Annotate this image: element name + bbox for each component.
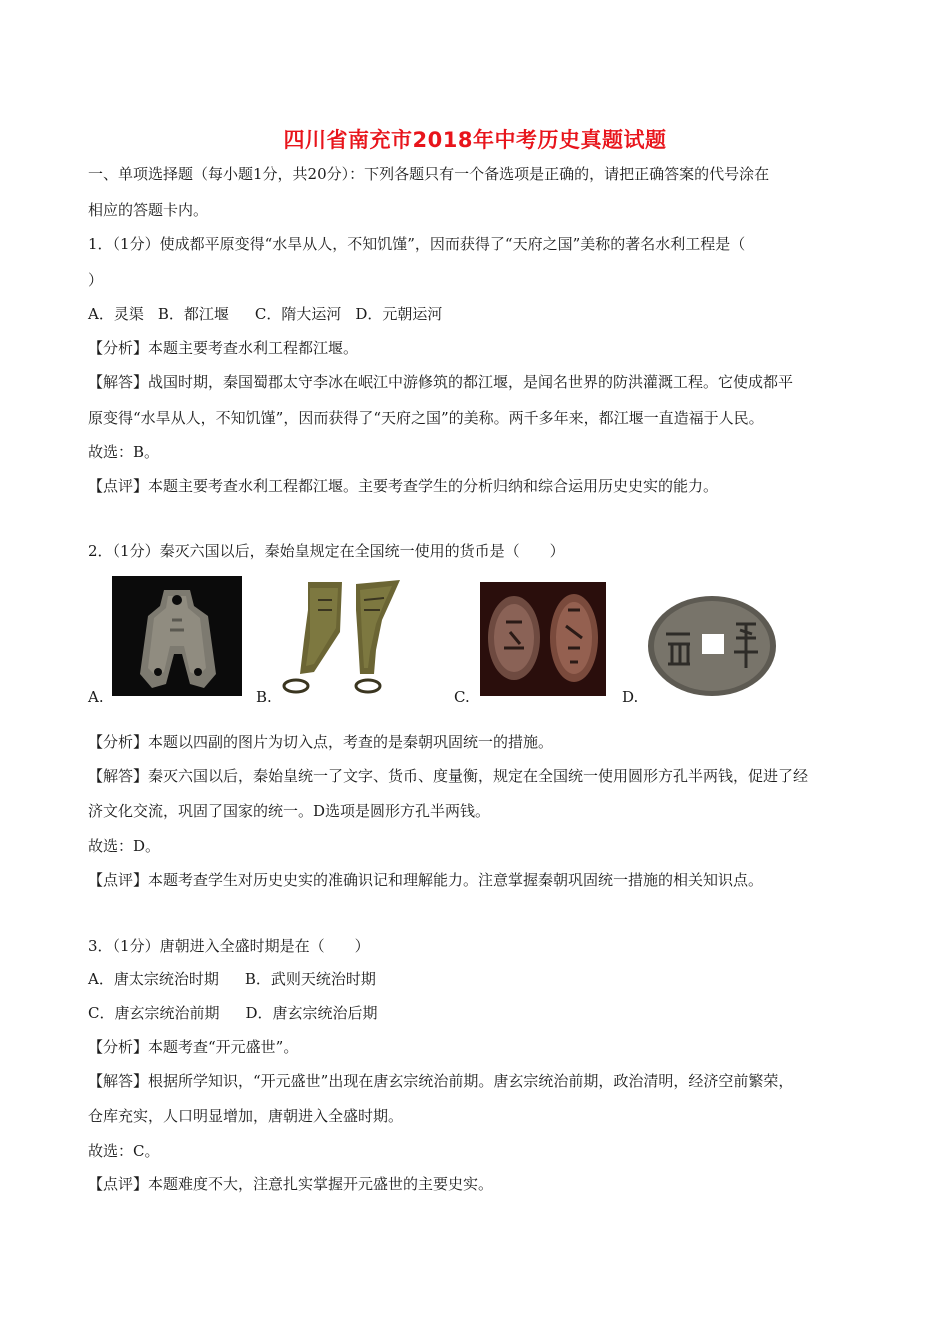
q2-analysis-text: 本题以四副的图片为切入点，考查的是秦朝巩固统一的措施。 <box>148 733 554 751</box>
q2-answer-line-1 <box>88 766 808 786</box>
ban-liang-coin-image <box>644 594 780 698</box>
q2-image-options <box>88 576 868 706</box>
q2-choose: 故选：D。 <box>88 837 161 855</box>
q1-analysis <box>88 338 358 358</box>
q2-stem: 2．（1分）秦灭六国以后，秦始皇规定在全国统一使用的货币是（ ） <box>88 542 565 560</box>
page-title: 四川省南充市2018年中考历史真题试题 <box>283 128 667 152</box>
q1-options <box>88 304 442 324</box>
q3-answer-line-2: 仓库充实，人口明显增加，唐朝进入全盛时期。 <box>88 1107 404 1125</box>
q1-option-b: B．都江堰 <box>157 305 229 323</box>
q3-analysis-tag: 【分析】 <box>88 1038 149 1056</box>
q3-options-row-1 <box>88 969 376 989</box>
q2-analysis <box>88 732 553 752</box>
q2-analysis-tag: 【分析】 <box>88 733 149 751</box>
q1-comment-text: 本题主要考查水利工程都江堰。主要考查学生的分析归纳和综合运用历史史实的能力。 <box>148 477 719 495</box>
q1-answer-line-1 <box>88 372 793 392</box>
q1-analysis-tag: 【分析】 <box>88 339 149 357</box>
q2-comment <box>88 870 763 890</box>
ant-nose-coin-image <box>480 582 606 696</box>
q2-answer-line-2: 济文化交流，巩固了国家的统一。D选项是圆形方孔半两钱。 <box>88 802 491 820</box>
q3-comment-text: 本题难度不大，注意扎实掌握开元盛世的主要史实。 <box>148 1175 494 1193</box>
q3-option-b: B．武则天统治时期 <box>244 970 376 988</box>
section-instruction-line-1: 一、单项选择题（每小题1分，共20分）：下列各题只有一个备选项是正确的，请把正确答案的代号涂在 <box>88 165 770 183</box>
q2-comment-tag: 【点评】 <box>88 871 149 889</box>
q1-analysis-text: 本题主要考查水利工程都江堰。 <box>148 339 359 357</box>
q3-option-d: D．唐玄宗统治后期 <box>245 1004 378 1022</box>
q2-label-a: A. <box>88 688 104 706</box>
q3-answer-tag: 【解答】 <box>88 1072 149 1090</box>
q1-answer-text-1: 战国时期，秦国蜀郡太守李冰在岷江中游修筑的都江堰，是闻名世界的防洪灌溉工程。它使成都平 <box>148 373 794 391</box>
q3-options-row-2 <box>88 1003 378 1023</box>
q3-stem: 3．（1分）唐朝进入全盛时期是在（ ） <box>88 937 370 955</box>
q2-answer-text-1: 秦灭六国以后，秦始皇统一了文字、货币、度量衡，规定在全国统一使用圆形方孔半两钱，促进了经 <box>148 767 809 785</box>
q2-label-b: B. <box>256 688 272 706</box>
q1-comment-tag: 【点评】 <box>88 477 149 495</box>
q1-option-c: C．隋大运河 <box>254 305 342 323</box>
q3-comment-tag: 【点评】 <box>88 1175 149 1193</box>
q3-choose: 故选：C。 <box>88 1142 160 1160</box>
q3-answer-text-1: 根据所学知识，“开元盛世”出现在唐玄宗统治前期。唐玄宗统治前期，政治清明，经济空前繁荣， <box>148 1072 794 1090</box>
q3-analysis-text: 本题考查“开元盛世”。 <box>148 1038 299 1056</box>
q3-analysis <box>88 1037 298 1057</box>
q1-stem-line-1: 1．（1分）使成都平原变得“水旱从人，不知饥馑”，因而获得了“天府之国”美称的著名水利工程是（ <box>88 235 746 253</box>
q1-option-d: D．元朝运河 <box>355 305 443 323</box>
q1-choose: 故选：B。 <box>88 443 160 461</box>
q1-answer-tag: 【解答】 <box>88 373 149 391</box>
q3-comment <box>88 1174 493 1194</box>
q1-stem-line-2: ） <box>88 271 104 289</box>
spade-coin-image <box>112 576 242 696</box>
section-instruction-line-2: 相应的答题卡内。 <box>88 201 209 219</box>
q2-label-c: C. <box>454 688 470 706</box>
q2-comment-text: 本题考查学生对历史史实的准确识记和理解能力。注意掌握秦朝巩固统一措施的相关知识点。 <box>148 871 764 889</box>
q2-answer-tag: 【解答】 <box>88 767 149 785</box>
q2-label-d: D. <box>622 688 639 706</box>
q3-answer-line-1 <box>88 1071 793 1091</box>
q3-option-c: C．唐玄宗统治前期 <box>88 1004 220 1022</box>
q3-option-a: A．唐太宗统治时期 <box>88 970 219 988</box>
knife-coin-image <box>274 580 422 698</box>
q1-answer-line-2: 原变得“水旱从人，不知饥馑”，因而获得了“天府之国”的美称。两千多年来，都江堰一直造福于人民。 <box>88 409 764 427</box>
q1-option-a: A．灵渠 <box>88 305 144 323</box>
q1-comment <box>88 476 718 496</box>
